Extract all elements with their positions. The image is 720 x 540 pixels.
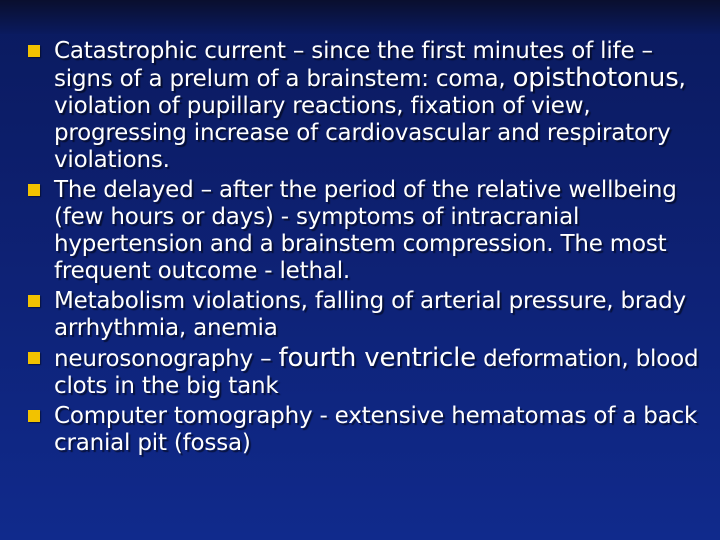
bullet-item-computer-tomography — [28, 403, 708, 457]
bullet-item-catastrophic-current — [28, 38, 708, 174]
bullet-item-metabolism — [28, 288, 708, 342]
square-bullet-icon — [28, 352, 40, 364]
item-text: , violation of pupillary reactions, fixation of view, progressing increase of cardiovascular and respiratory violations. — [54, 66, 686, 173]
item-text-emphasis: opisthotonus — [512, 63, 679, 93]
bullet-item-delayed-current — [28, 177, 708, 285]
item-text: Catastrophic current – since the first minutes of life – signs of a prelum of a brainstem: coma, — [54, 38, 653, 92]
square-bullet-icon — [28, 410, 40, 422]
slide-body — [28, 38, 708, 460]
square-bullet-icon — [28, 45, 40, 57]
item-text: Computer tomography - extensive hematomas of a back cranial pit (fossa) — [54, 403, 698, 456]
item-text: deformation, blood clots in the big tank — [54, 346, 699, 399]
square-bullet-icon — [28, 184, 40, 196]
item-text: neurosonography – — [54, 346, 279, 372]
item-text-emphasis: fourth ventricle — [278, 343, 476, 373]
slide-top-band — [0, 0, 720, 34]
square-bullet-icon — [28, 295, 40, 307]
bullet-item-neurosonography — [28, 345, 708, 400]
item-text: The delayed – after the period of the relative wellbeing (few hours or days) - symptoms of intracranial hypertension and a brainstem compression. The most frequent outcome - lethal. — [54, 177, 677, 284]
item-text: Metabolism violations, falling of arterial pressure, brady arrhythmia, anemia — [54, 288, 686, 341]
